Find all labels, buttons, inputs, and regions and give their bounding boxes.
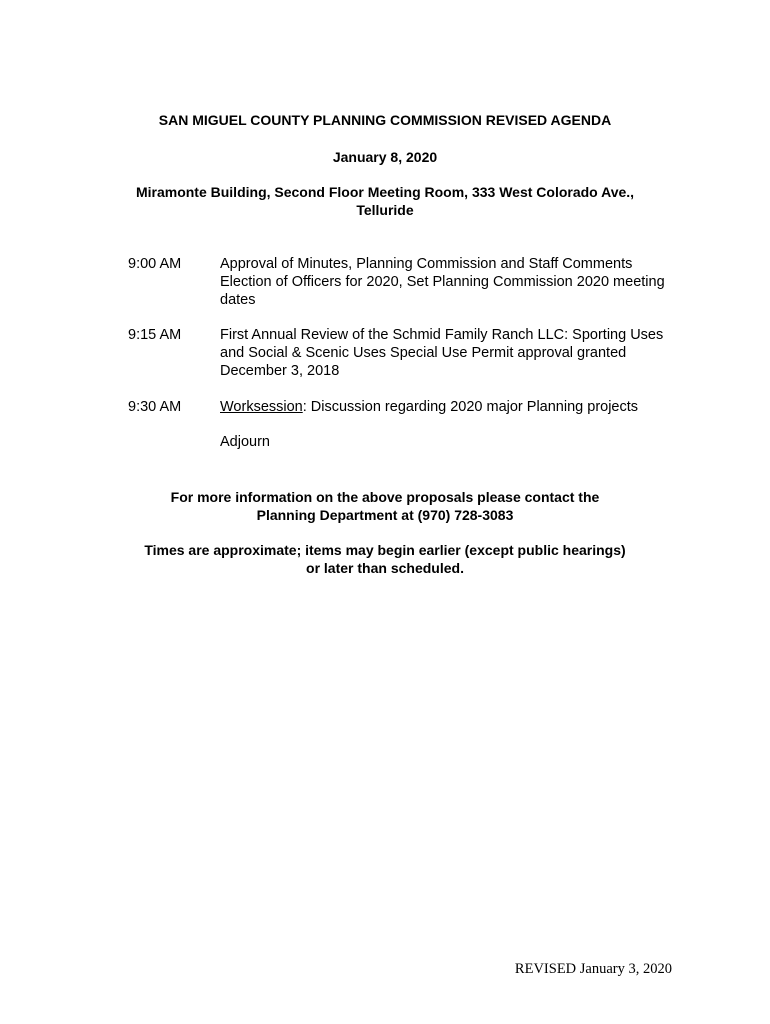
timing-disclaimer <box>0 541 770 577</box>
location-line-2: Telluride <box>356 202 414 218</box>
agenda-item-line: and Social & Scenic Uses Special Use Permit approval granted <box>220 345 627 361</box>
agenda-item-line: Approval of Minutes, Planning Commission and Staff Comments <box>220 256 633 272</box>
agenda-item-description <box>220 326 700 380</box>
disclaimer-line-1: Times are approximate; items may begin earlier (except public hearings) <box>144 542 626 558</box>
agenda-item-line: dates <box>220 292 256 308</box>
agenda-item-time: 9:15 AM <box>128 327 182 343</box>
meeting-location <box>0 183 770 219</box>
meeting-date: January 8, 2020 <box>332 149 438 165</box>
location-line-1: Miramonte Building, Second Floor Meeting Room, 333 West Colorado Ave., <box>135 184 635 200</box>
contact-line-1: For more information on the above proposals please contact the <box>170 489 600 505</box>
agenda-item-description <box>220 255 700 309</box>
agenda-item-line: First Annual Review of the Schmid Family Ranch LLC: Sporting Uses <box>220 327 664 343</box>
disclaimer-line-2: or later than scheduled. <box>306 560 464 576</box>
agenda-item-line: Election of Officers for 2020, Set Planning Commission 2020 meeting <box>220 274 665 290</box>
adjourn-item: Adjourn <box>220 434 270 450</box>
agenda-item-text: : Discussion regarding 2020 major Planning projects <box>302 399 639 415</box>
agenda-item-description <box>220 398 700 416</box>
agenda-item-time: 9:00 AM <box>128 256 182 272</box>
agenda-item-time: 9:30 AM <box>128 399 182 415</box>
worksession-label: Worksession <box>220 399 303 415</box>
contact-info <box>0 488 770 524</box>
agenda-item-line: December 3, 2018 <box>220 363 340 379</box>
agenda-title: SAN MIGUEL COUNTY PLANNING COMMISSION REVISED AGENDA <box>158 112 612 128</box>
revision-footer: REVISED January 3, 2020 <box>514 961 672 977</box>
contact-line-2: Planning Department at (970) 728-3083 <box>256 507 514 523</box>
